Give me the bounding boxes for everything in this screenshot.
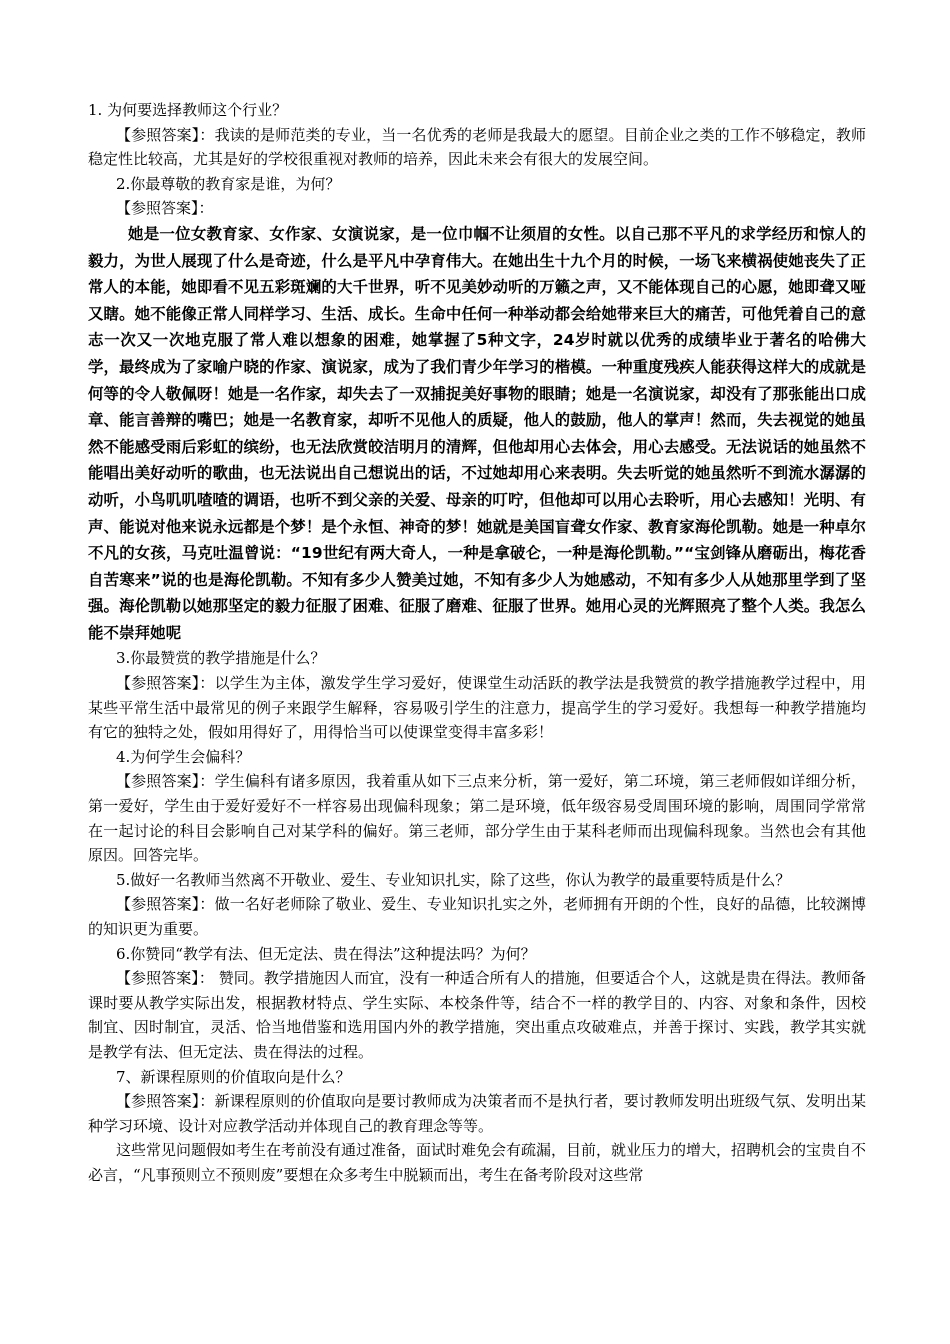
- answer-5-paragraph: 【参照答案】：做一名好老师除了敬业、爱生、专业知识扎实之外，老师拥有开朗的个性，良好的品德，比较渊博的知识更为重要。: [88, 895, 866, 938]
- question-6-heading: 6.你赞同“教学有法、但无定法、贵在得法”这种提法吗？为何？: [116, 944, 536, 963]
- question-4-heading: 4.为何学生会偏科？: [116, 747, 251, 766]
- document-page: [88, 98, 866, 1188]
- answer-3-paragraph: 【参照答案】：以学生为主体，激发学生学习爱好，使课堂生动活跃的教学法是我赞赏的教学措施教学过程中，用某些平常生活中最常见的例子来跟学生解释，容易吸引学生的注意力，提高学生的学习爱好。我想每一种教学措施均有它的独特之处，假如用得好了，用得恰当可以使课堂变得丰富多彩！: [88, 674, 866, 742]
- question-3-heading: 3.你最赞赏的教学措施是什么？: [116, 649, 326, 668]
- answer-2-label: 【参照答案】：: [116, 199, 214, 218]
- question-1-heading: 1. 为何要选择教师这个行业？: [88, 101, 288, 119]
- question-5-heading: 5.做好一名教师当然离不开敬业、爱生、专业知识扎实，除了这些，你认为教学的最重要特质是什么？: [116, 870, 791, 889]
- closing-paragraph: 这些常见问题假如考生在考前没有通过准备，面试时难免会有疏漏，目前，就业压力的增大，招聘机会的宝贵自不必言，“凡事预则立不预则废”要想在众多考生中脱颖而出，考生在备考阶段对这些常: [88, 1141, 867, 1184]
- answer-7-paragraph: 【参照答案】：新课程原则的价值取向是要讨教师成为决策者而不是执行者，要讨教师发明出班级气氛、发明出某种学习环境、设计对应教学活动并体现自己的教育理念等等。: [88, 1092, 866, 1135]
- answer-1-paragraph: 【参照答案】：我读的是师范类的专业，当一名优秀的老师是我最大的愿望。目前企业之类的工作不够稳定，教师稳定性比较高，尤其是好的学校很重视对教师的培养，因此未来会有很大的发展空间。: [88, 125, 866, 169]
- question-2-heading: 2.你最尊敬的教育家是谁，为何？: [116, 174, 341, 193]
- question-7-heading: 7、新课程原则的价值取向是什么？: [116, 1067, 351, 1086]
- answer-6-paragraph: 【参照答案】： 赞同。教学措施因人而宜，没有一种适合所有人的措施，但要适合个人，这就是贵在得法。教师备课时要从教学实际出发，根据教材特点、学生实际、本校条件等，结合不一样的教学目的、内容、对象和条件，因校制宜、因时制宜，灵活、恰当地借鉴和选用国内外的教学措施，突出重点攻破难点，并善于探讨、实践，教学其实就是教学有法、但无定法、贵在得法的过程。: [88, 969, 866, 1061]
- answer-2-bold-paragraph: 她是一位女教育家、女作家、女演说家，是一位巾帼不让须眉的女性。以自己那不平凡的求学经历和惊人的毅力，为世人展现了什么是奇迹，什么是平凡中孕育伟大。在她出生十九个月的时候，一场飞来横祸使她丧失了正常人的本能，她即看不见五彩斑斓的大千世界，听不见美妙动听的万籁之声，又不能体现自己的心愿，她即聋又哑又瞎。她不能像正常人同样学习、生活、成长。生命中任何一种举动都会给她带来巨大的痛苦，可他凭着自己的意志一次又一次地克服了常人难以想象的困难，她掌握了5种文字，24岁时就以优秀的成绩毕业于著名的哈佛大学，最终成为了家喻户晓的作家、演说家，成为了我们青少年学习的楷模。一种重度残疾人能获得这样大的成就是何等的令人敬佩呀！她是一名作家，却失去了一双捕捉美好事物的眼睛；她是一名演说家，却没有了那张能出口成章、能言善辩的嘴巴；她是一名教育家，却听不见他人的质疑，他人的鼓励，他人的掌声！然而，失去视觉的她虽然不能感受雨后彩虹的缤纷，也无法欣赏皎洁明月的清辉，但他却用心去体会，用心去感受。无法说话的她虽然不能唱出美好动听的歌曲，也无法说出自己想说出的话，不过她却用心来表明。失去听觉的她虽然听不到流水潺潺的动听，小鸟叽叽喳喳的调语，也听不到父亲的关爱、母亲的叮咛，但他却可以用心去聆听，用心去感知！光明、有声、能说对他来说永远都是个梦！是个永恒、神奇的梦！她就是美国盲聋女作家、教育家海伦凯勒。她是一种卓尔不凡的女孩，马克吐温曾说：“19世纪有两大奇人，一种是拿破仑，一种是海伦凯勒。”“宝剑锋从磨砺出，梅花香自苦寒来”说的也是海伦凯勒。不知有多少人赞美过她，不知有多少人为她感动，不知有多少人从她那里学到了坚强。海伦凯勒以她那坚定的毅力征服了困难、征服了磨难、征服了世界。她用心灵的光辉照亮了整个人类。我怎么能不崇拜她呢: [88, 224, 866, 642]
- answer-4-paragraph: 【参照答案】：学生偏科有诸多原因，我着重从如下三点来分析，第一爱好，第二环境，第三老师假如详细分析，第一爱好，学生由于爱好爱好不一样容易出现偏科现象；第二是环境，低年级容易受周围环境的影响，周围同学常常在一起讨论的科目会影响自己对某学科的偏好。第三老师，部分学生由于某科老师而出现偏科现象。当然也会有其他原因。回答完毕。: [88, 772, 866, 865]
